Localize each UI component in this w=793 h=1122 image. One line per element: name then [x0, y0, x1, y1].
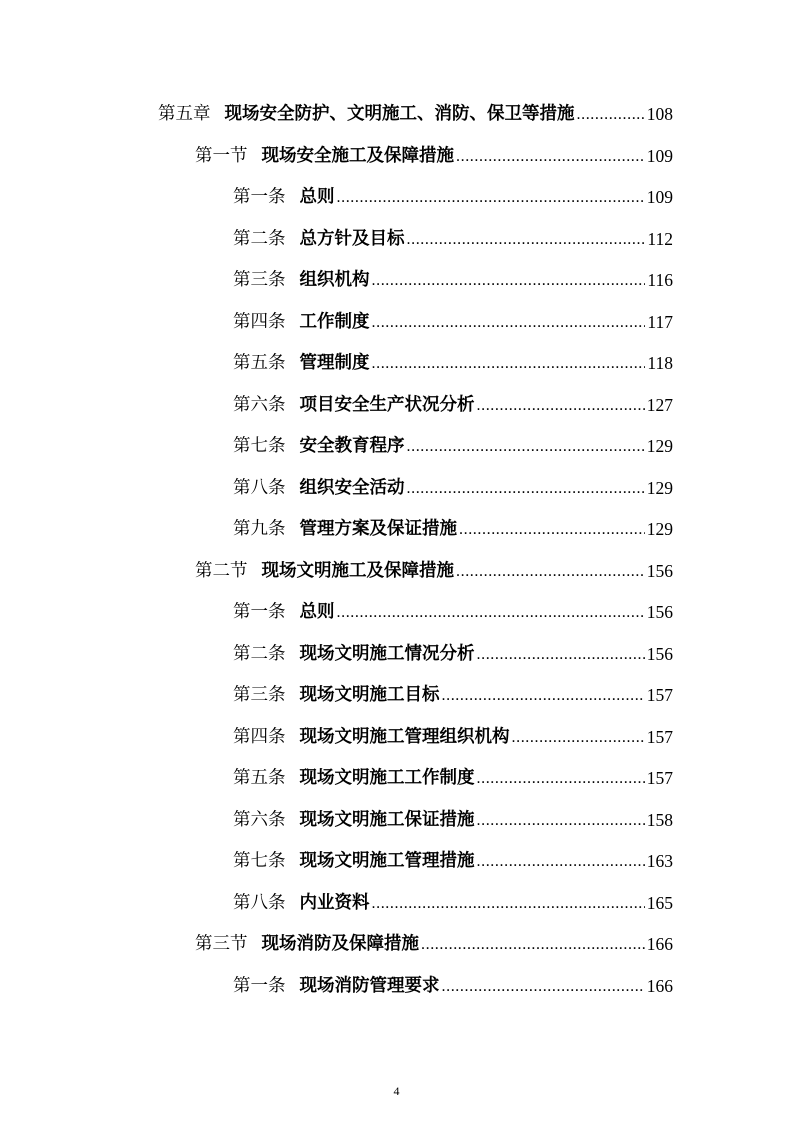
- toc-entry[interactable]: [233, 468, 673, 510]
- dot-leader: [372, 272, 646, 289]
- toc-entry[interactable]: [233, 592, 673, 634]
- toc-entry-number: 第五条: [233, 768, 286, 788]
- toc-entry-page: 156: [646, 643, 673, 664]
- toc-entry[interactable]: [195, 924, 673, 966]
- toc-entry-title: 总则: [299, 187, 335, 207]
- toc-entry-title: 现场消防管理要求: [299, 975, 440, 996]
- dot-leader: [512, 729, 645, 746]
- toc-entry[interactable]: [233, 385, 673, 427]
- toc-entry[interactable]: [195, 551, 673, 593]
- toc-entry-page: 109: [646, 187, 673, 207]
- toc-entry[interactable]: [233, 717, 673, 759]
- toc-entry-number: 第四条: [233, 726, 286, 747]
- toc-entry[interactable]: [233, 343, 673, 385]
- toc-entry[interactable]: [233, 634, 673, 676]
- toc-entry[interactable]: [233, 260, 673, 302]
- toc-entry-page: 129: [646, 477, 673, 498]
- dot-leader: [442, 687, 645, 704]
- dot-leader: [337, 189, 645, 206]
- toc-entry-page: 157: [646, 685, 673, 705]
- toc-entry-title: 管理方案及保证措施: [299, 519, 457, 539]
- toc-entry-title: 现场文明施工及保障措施: [261, 560, 454, 581]
- dot-leader: [477, 397, 645, 414]
- dot-leader: [442, 978, 645, 995]
- toc-entry-page: 109: [646, 145, 673, 166]
- toc-entry-page: 108: [646, 104, 673, 124]
- toc-entry[interactable]: [233, 219, 673, 261]
- toc-entry-title: 现场安全防护、文明施工、消防、保卫等措施: [224, 104, 575, 124]
- toc-entry-title: 项目安全生产状况分析: [299, 394, 475, 415]
- toc-entry-title: 现场文明施工工作制度: [299, 768, 475, 788]
- toc-entry-title: 现场文明施工管理组织机构: [299, 726, 510, 747]
- toc-entry[interactable]: [233, 966, 673, 1008]
- toc-entry-page: 118: [647, 353, 673, 373]
- toc-entry-title: 现场消防及保障措施: [261, 934, 419, 954]
- toc-entry[interactable]: [233, 177, 673, 219]
- table-of-contents: [0, 94, 793, 1007]
- toc-entry[interactable]: [233, 302, 673, 344]
- toc-entry[interactable]: [233, 509, 673, 551]
- dot-leader: [577, 106, 645, 123]
- toc-entry[interactable]: [233, 675, 673, 717]
- dot-leader: [477, 812, 645, 829]
- dot-leader: [372, 895, 645, 912]
- toc-entry-page: 165: [646, 892, 673, 913]
- page-number: 4: [393, 1084, 400, 1098]
- dot-leader: [477, 853, 645, 870]
- toc-entry-title: 组织安全活动: [299, 477, 405, 498]
- toc-entry-title: 组织机构: [299, 270, 370, 290]
- toc-entry-page: 116: [647, 270, 673, 290]
- toc-entry[interactable]: [195, 136, 673, 178]
- toc-entry[interactable]: [233, 758, 673, 800]
- toc-entry-page: 129: [646, 436, 673, 456]
- toc-entry-number: 第六条: [233, 394, 286, 415]
- toc-entry-page: 127: [646, 394, 673, 415]
- toc-entry-title: 工作制度: [299, 311, 370, 332]
- toc-entry-page: 163: [646, 851, 673, 871]
- toc-entry-title: 现场文明施工目标: [299, 685, 440, 705]
- toc-entry-number: 第七条: [233, 851, 286, 871]
- toc-entry-number: 第一条: [233, 975, 286, 996]
- toc-entry-title: 现场文明施工保证措施: [299, 809, 475, 830]
- toc-entry-number: 第三条: [233, 270, 286, 290]
- toc-entry-page: 156: [646, 560, 673, 581]
- toc-entry-number: 第五条: [233, 353, 286, 373]
- toc-entry-title: 总方针及目标: [299, 228, 405, 249]
- toc-entry-page: 156: [646, 602, 673, 622]
- toc-entry-number: 第二节: [195, 560, 248, 581]
- toc-entry-number: 第三条: [233, 685, 286, 705]
- dot-leader: [456, 148, 645, 165]
- toc-entry-number: 第一节: [195, 145, 248, 166]
- toc-entry-number: 第六条: [233, 809, 286, 830]
- toc-entry-title: 内业资料: [299, 892, 370, 913]
- toc-entry[interactable]: [233, 426, 673, 468]
- toc-entry-page: 157: [646, 726, 673, 747]
- toc-entry-number: 第九条: [233, 519, 286, 539]
- dot-leader: [337, 604, 645, 621]
- toc-entry-page: 166: [646, 934, 673, 954]
- toc-entry-page: 158: [646, 809, 673, 830]
- toc-entry-number: 第八条: [233, 477, 286, 498]
- toc-entry-page: 112: [647, 228, 673, 249]
- toc-entry-title: 管理制度: [299, 353, 370, 373]
- dot-leader: [456, 563, 645, 580]
- dot-leader: [372, 355, 646, 372]
- toc-entry-number: 第八条: [233, 892, 286, 913]
- toc-entry-title: 现场安全施工及保障措施: [261, 145, 454, 166]
- dot-leader: [477, 646, 645, 663]
- toc-entry-number: 第七条: [233, 436, 286, 456]
- toc-entry-page: 157: [646, 768, 673, 788]
- dot-leader: [407, 438, 645, 455]
- dot-leader: [407, 480, 645, 497]
- dot-leader: [407, 231, 646, 248]
- toc-entry-number: 第四条: [233, 311, 286, 332]
- toc-entry-number: 第三节: [195, 934, 248, 954]
- toc-entry-page: 129: [646, 519, 673, 539]
- toc-entry-page: 117: [647, 311, 673, 332]
- toc-entry[interactable]: [233, 800, 673, 842]
- dot-leader: [459, 521, 645, 538]
- toc-entry-number: 第二条: [233, 643, 286, 664]
- toc-entry-number: 第一条: [233, 602, 286, 622]
- dot-leader: [477, 770, 645, 787]
- toc-entry-number: 第五章: [158, 104, 211, 124]
- toc-entry-title: 安全教育程序: [299, 436, 405, 456]
- toc-entry[interactable]: [158, 94, 673, 136]
- toc-entry-title: 现场文明施工情况分析: [299, 643, 475, 664]
- toc-entry[interactable]: [233, 883, 673, 925]
- dot-leader: [421, 936, 645, 953]
- dot-leader: [372, 314, 646, 331]
- toc-entry-page: 166: [646, 975, 673, 996]
- toc-entry-number: 第一条: [233, 187, 286, 207]
- toc-entry[interactable]: [233, 841, 673, 883]
- toc-entry-title: 现场文明施工管理措施: [299, 851, 475, 871]
- toc-entry-title: 总则: [299, 602, 335, 622]
- toc-entry-number: 第二条: [233, 228, 286, 249]
